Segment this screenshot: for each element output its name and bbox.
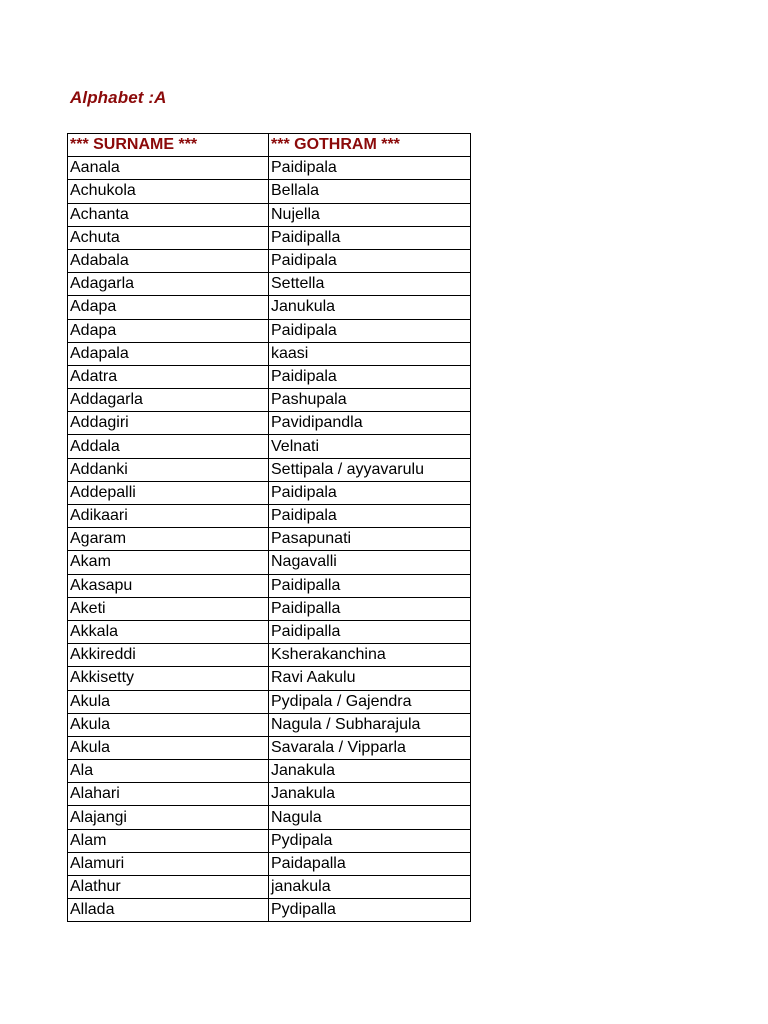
gothram-cell: Paidipala (269, 365, 471, 388)
table-row (68, 620, 471, 643)
surname-column-header: *** SURNAME *** (68, 134, 269, 157)
surname-cell: Achanta (68, 203, 269, 226)
table-row (68, 644, 471, 667)
gothram-cell: Velnati (269, 435, 471, 458)
gothram-cell: Savarala / Vipparla (269, 736, 471, 759)
gothram-cell: kaasi (269, 342, 471, 365)
table-row (68, 528, 471, 551)
surname-cell: Adikaari (68, 505, 269, 528)
table-row (68, 760, 471, 783)
table-row (68, 226, 471, 249)
surname-cell: Aanala (68, 157, 269, 180)
surname-cell: Adapa (68, 296, 269, 319)
surname-cell: Agaram (68, 528, 269, 551)
table-row (68, 412, 471, 435)
table-row (68, 505, 471, 528)
table-header-row (68, 134, 471, 157)
table-row (68, 829, 471, 852)
surname-cell: Addagiri (68, 412, 269, 435)
surname-cell: Allada (68, 899, 269, 922)
gothram-cell: Paidipala (269, 505, 471, 528)
gothram-cell: Janukula (269, 296, 471, 319)
table-row (68, 319, 471, 342)
surname-cell: Ala (68, 760, 269, 783)
surname-cell: Aketi (68, 597, 269, 620)
surname-cell: Achukola (68, 180, 269, 203)
surname-cell: Adabala (68, 249, 269, 272)
table-row (68, 574, 471, 597)
table-row (68, 365, 471, 388)
surname-cell: Akasapu (68, 574, 269, 597)
table-row (68, 273, 471, 296)
gothram-cell: Pydipalla (269, 899, 471, 922)
table-row (68, 667, 471, 690)
table-row (68, 249, 471, 272)
surname-cell: Alam (68, 829, 269, 852)
table-row (68, 736, 471, 759)
gothram-cell: Pavidipandla (269, 412, 471, 435)
table-row (68, 389, 471, 412)
surname-cell: Achuta (68, 226, 269, 249)
gothram-cell: Nagula / Subharajula (269, 713, 471, 736)
gothram-cell: Paidipala (269, 157, 471, 180)
gothram-cell: Paidipalla (269, 226, 471, 249)
table-row (68, 481, 471, 504)
gothram-cell: Nujella (269, 203, 471, 226)
surname-cell: Addepalli (68, 481, 269, 504)
surname-cell: Akkisetty (68, 667, 269, 690)
surname-cell: Alajangi (68, 806, 269, 829)
gothram-cell: Paidipala (269, 481, 471, 504)
surname-cell: Addanki (68, 458, 269, 481)
gothram-cell: Settipala / ayyavarulu (269, 458, 471, 481)
table-row (68, 157, 471, 180)
table-row (68, 852, 471, 875)
table-row (68, 876, 471, 899)
table-row (68, 713, 471, 736)
table-row (68, 690, 471, 713)
surname-cell: Akula (68, 713, 269, 736)
gothram-column-header: *** GOTHRAM *** (269, 134, 471, 157)
gothram-cell: Paidipalla (269, 574, 471, 597)
gothram-cell: Paidipala (269, 249, 471, 272)
surname-cell: Akula (68, 736, 269, 759)
gothram-cell: Janakula (269, 760, 471, 783)
gothram-cell: Paidipalla (269, 597, 471, 620)
table-row (68, 180, 471, 203)
gothram-cell: Pydipala (269, 829, 471, 852)
gothram-cell: Paidipalla (269, 620, 471, 643)
gothram-cell: Bellala (269, 180, 471, 203)
surname-gothram-table (67, 133, 471, 922)
surname-cell: Alathur (68, 876, 269, 899)
table-row (68, 783, 471, 806)
surname-cell: Akkireddi (68, 644, 269, 667)
surname-cell: Adapala (68, 342, 269, 365)
table-row (68, 435, 471, 458)
surname-cell: Alamuri (68, 852, 269, 875)
table-row (68, 899, 471, 922)
surname-cell: Akkala (68, 620, 269, 643)
gothram-cell: Ksherakanchina (269, 644, 471, 667)
surname-cell: Adapa (68, 319, 269, 342)
gothram-cell: Pashupala (269, 389, 471, 412)
page-heading: Alphabet :A (70, 88, 167, 107)
gothram-cell: Pasapunati (269, 528, 471, 551)
gothram-cell: Paidipala (269, 319, 471, 342)
table-row (68, 806, 471, 829)
surname-cell: Akam (68, 551, 269, 574)
table-row (68, 203, 471, 226)
gothram-cell: Paidapalla (269, 852, 471, 875)
table-body (68, 157, 471, 922)
gothram-cell: Nagavalli (269, 551, 471, 574)
table-row (68, 597, 471, 620)
table-row (68, 458, 471, 481)
gothram-cell: janakula (269, 876, 471, 899)
table-row (68, 296, 471, 319)
table-row (68, 551, 471, 574)
surname-cell: Alahari (68, 783, 269, 806)
gothram-cell: Janakula (269, 783, 471, 806)
table-row (68, 342, 471, 365)
surname-cell: Akula (68, 690, 269, 713)
surname-cell: Adagarla (68, 273, 269, 296)
gothram-cell: Settella (269, 273, 471, 296)
gothram-cell: Nagula (269, 806, 471, 829)
gothram-cell: Pydipala / Gajendra (269, 690, 471, 713)
surname-cell: Addagarla (68, 389, 269, 412)
gothram-cell: Ravi Aakulu (269, 667, 471, 690)
surname-cell: Addala (68, 435, 269, 458)
surname-cell: Adatra (68, 365, 269, 388)
